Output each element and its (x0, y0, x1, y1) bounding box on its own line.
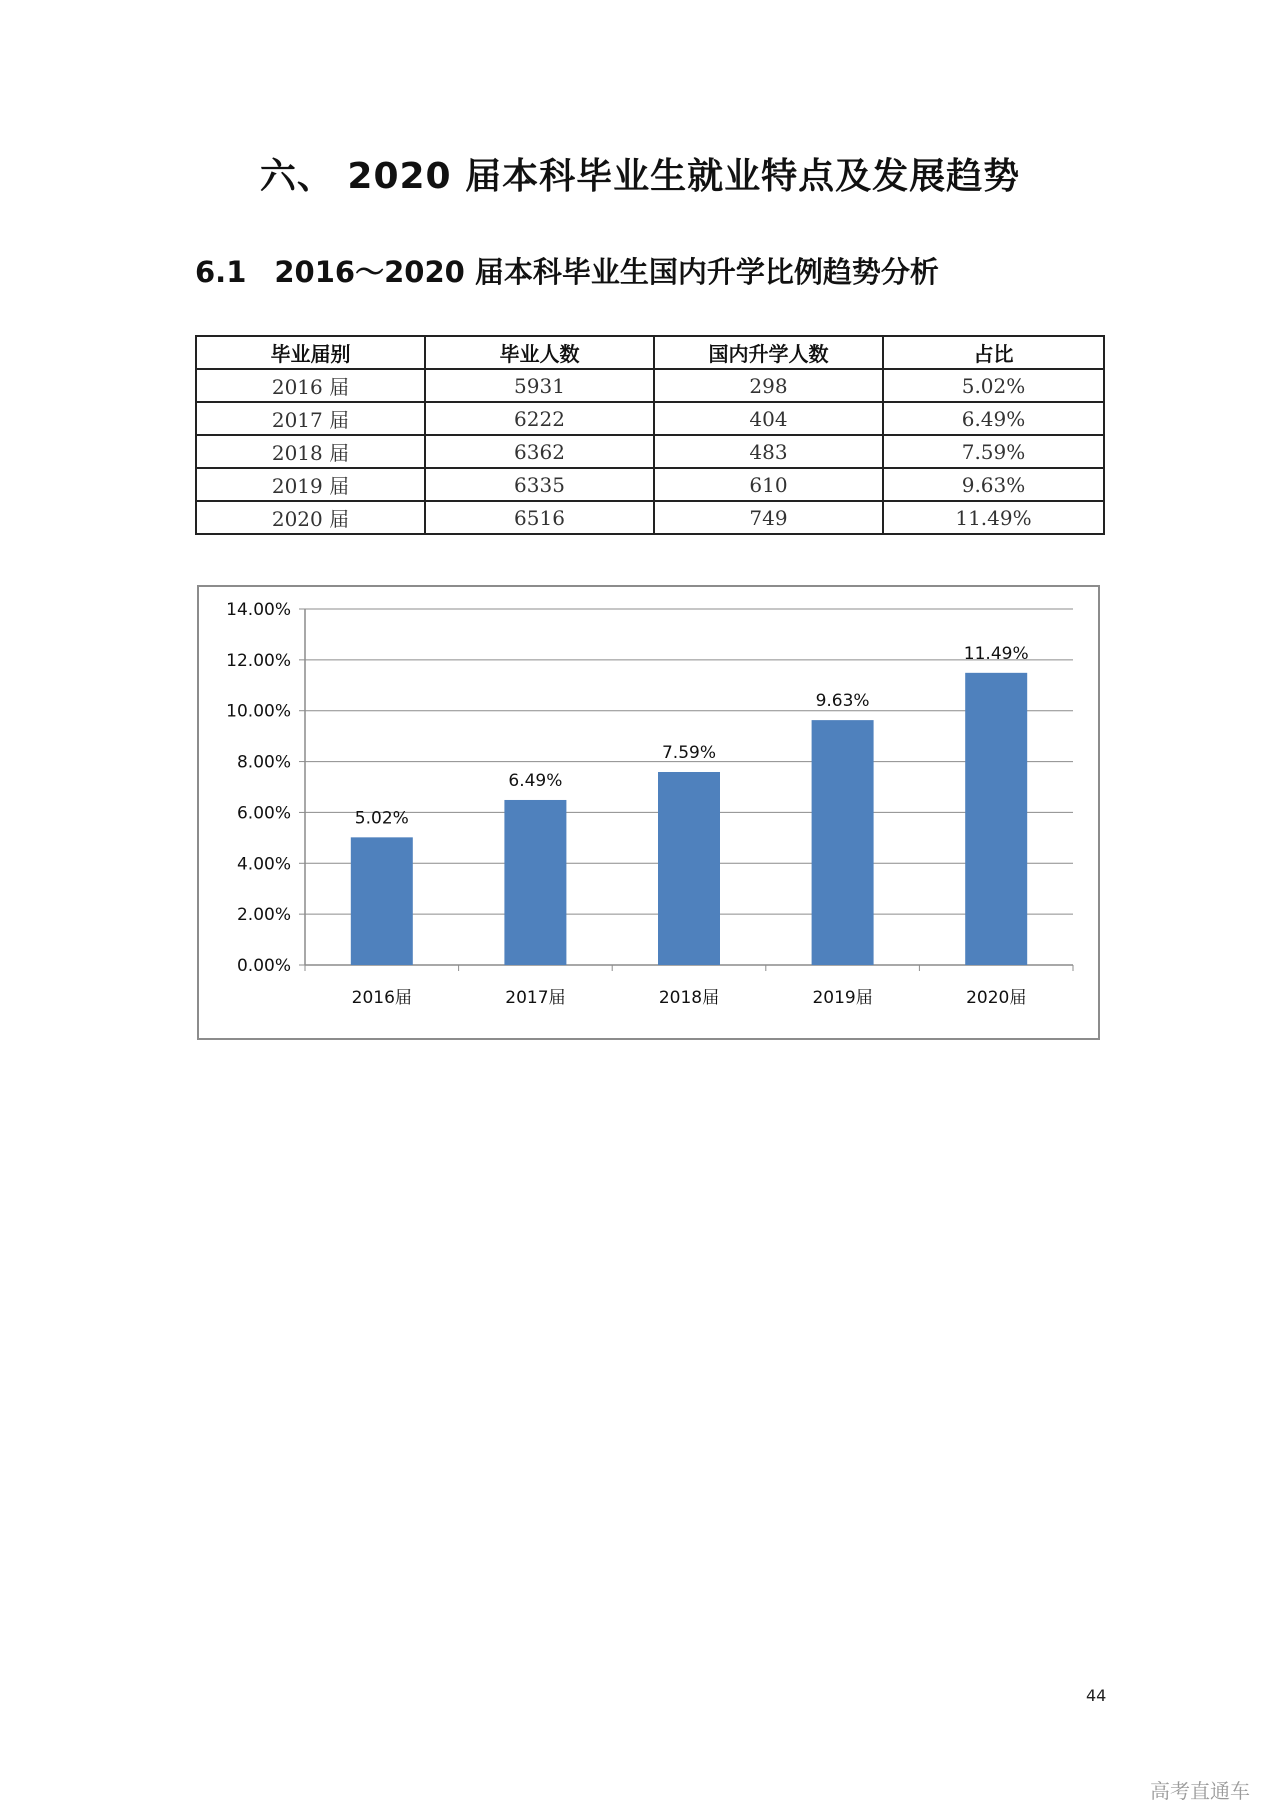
page-number: 44 (1086, 1686, 1107, 1705)
x-tick-label: 2016届 (351, 988, 412, 1008)
x-tick-label: 2020届 (966, 988, 1027, 1008)
table-row (196, 369, 1104, 402)
table-cell: 298 (654, 369, 883, 402)
bar (965, 673, 1027, 965)
table-cell: 6362 (425, 435, 654, 468)
table-row (196, 468, 1104, 501)
table-row (196, 435, 1104, 468)
ratio-bar-chart (197, 585, 1100, 1040)
header-cell: 占比 (883, 336, 1104, 369)
table-cell: 11.49% (883, 501, 1104, 534)
x-tick-label: 2017届 (505, 988, 566, 1008)
table-cell: 6.49% (883, 402, 1104, 435)
bar (351, 837, 413, 965)
header-cell: 国内升学人数 (654, 336, 883, 369)
data-label: 7.59% (661, 742, 717, 763)
table-cell: 6516 (425, 501, 654, 534)
table-cell: 483 (654, 435, 883, 468)
graduate-table (195, 335, 1105, 535)
x-tick-label: 2019届 (812, 988, 873, 1008)
table-header-row (196, 336, 1104, 369)
table-cell: 2020 届 (196, 501, 425, 534)
section-number: 6.1 (195, 255, 247, 289)
chart-svg (199, 587, 1098, 1038)
y-tick-label: 4.00% (236, 854, 291, 875)
table-cell: 6335 (425, 468, 654, 501)
bar (812, 720, 874, 965)
y-tick-label: 6.00% (236, 803, 291, 824)
table-cell: 7.59% (883, 435, 1104, 468)
header-cell: 毕业人数 (425, 336, 654, 369)
section-title-text: 2016～2020 届本科毕业生国内升学比例趋势分析 (274, 255, 939, 289)
table-cell: 6222 (425, 402, 654, 435)
y-tick-label: 2.00% (236, 905, 291, 926)
table-row (196, 402, 1104, 435)
watermark: 高考直通车 (1150, 1779, 1250, 1803)
bar (504, 800, 566, 965)
table-cell: 2019 届 (196, 468, 425, 501)
y-tick-label: 8.00% (236, 752, 291, 773)
table-cell: 5931 (425, 369, 654, 402)
data-label: 9.63% (815, 691, 870, 712)
table-cell: 404 (654, 402, 883, 435)
data-label: 6.49% (508, 770, 563, 791)
table-cell: 2016 届 (196, 369, 425, 402)
y-tick-label: 14.00% (226, 600, 291, 620)
bar (658, 772, 720, 965)
header-cell: 毕业届别 (196, 336, 425, 369)
y-tick-label: 10.00% (226, 701, 291, 722)
table-cell: 5.02% (883, 369, 1104, 402)
table-cell: 610 (654, 468, 883, 501)
section-title (195, 250, 939, 291)
y-tick-label: 12.00% (226, 650, 291, 671)
x-tick-label: 2018届 (658, 988, 720, 1008)
page-heading: 六、 2020 届本科毕业生就业特点及发展趋势 (259, 156, 1021, 197)
table-cell: 749 (654, 501, 883, 534)
table-cell: 2018 届 (196, 435, 425, 468)
table-cell: 9.63% (883, 468, 1104, 501)
table-row (196, 501, 1104, 534)
data-label: 5.02% (354, 808, 409, 829)
data-label: 11.49% (963, 643, 1029, 664)
table-cell: 2017 届 (196, 402, 425, 435)
y-tick-label: 0.00% (236, 956, 291, 976)
